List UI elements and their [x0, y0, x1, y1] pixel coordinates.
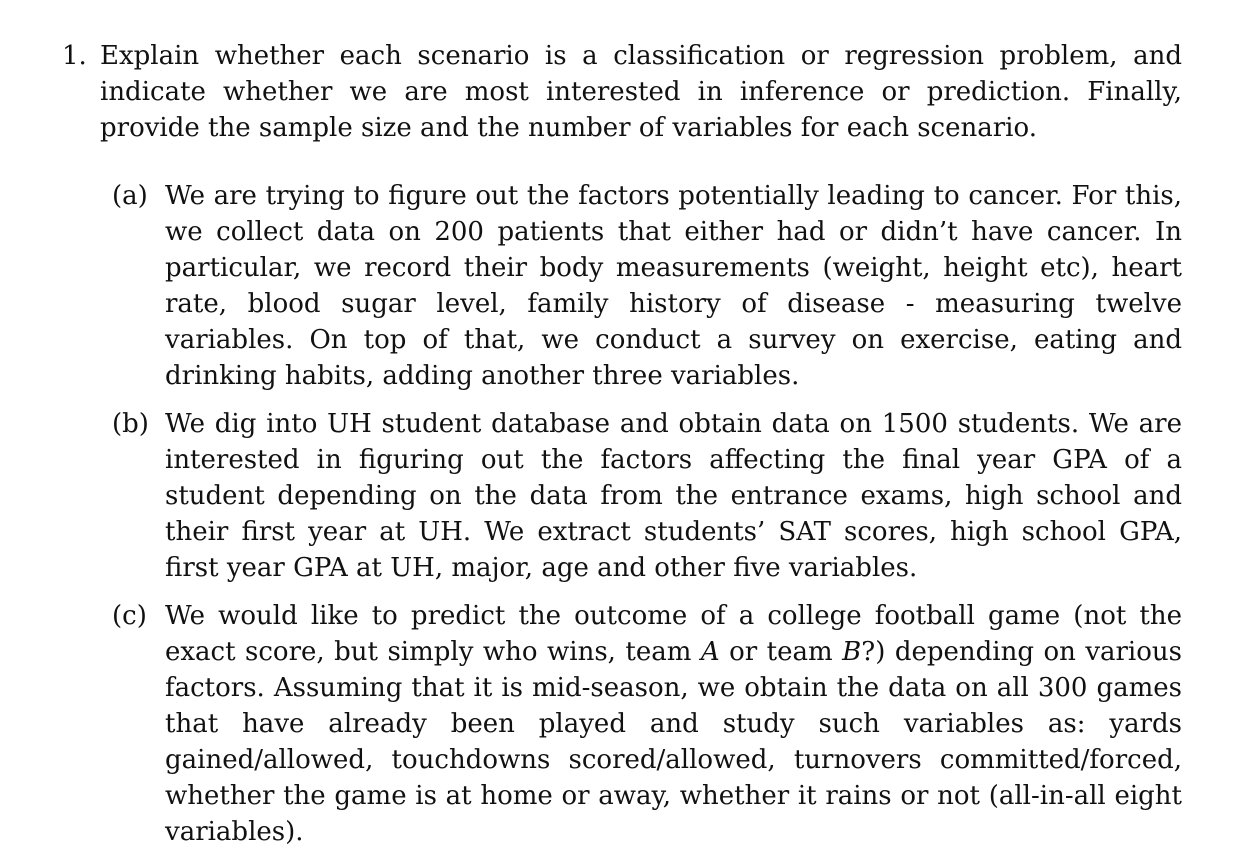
scenario-label: (b): [112, 409, 149, 439]
scenario-label: (c): [112, 601, 147, 631]
team-b-symbol: B: [842, 637, 862, 667]
scenario-text: We dig into UH student database and obtain data on 1500 students. We are interested in figuring out the factors affecting the final year GPA of a student depending on the data from the entrance exams, high school and their first year at UH. We extract students’ SAT scores, high school GPA, first year GPA at UH, major, age and other five variables.: [165, 409, 1182, 583]
scenario-text-part2: or team: [719, 637, 843, 667]
scenario-label: (a): [112, 181, 148, 211]
scenario-list: [112, 178, 1182, 862]
scenario-b: [112, 406, 1182, 586]
question-1: [62, 38, 1182, 146]
scenario-text: [165, 598, 1182, 850]
team-a-symbol: A: [700, 637, 720, 667]
scenario-a: [112, 178, 1182, 394]
question-text: Explain whether each scenario is a classification or regression problem, and indicate whether we are most interested in inference or prediction. Finally, provide the sample size and the number of variables for each scenario.: [100, 41, 1182, 143]
question-number: 1.: [62, 41, 87, 71]
scenario-text-part3: ?) depending on various factors. Assuming that it is mid-season, we obtain the data on all 300 games that have already been played and study such variables as: yards gained/allowed, touchdowns scored/allowed, turnovers committed/forced, whether the game is at home or away, whether it rains or not (all-in-all eight variables).: [165, 637, 1182, 847]
scenario-c: [112, 598, 1182, 850]
scenario-text: We are trying to figure out the factors potentially leading to cancer. For this, we collect data on 200 patients that either had or didn’t have cancer. In particular, we record their body measurements (weight, height etc), heart rate, blood sugar level, family history of disease - measuring twelve variables. On top of that, we conduct a survey on exercise, eating and drinking habits, adding another three variables.: [165, 181, 1182, 391]
scenario-text-part1: We would like to predict the outcome of a college football game (not the exact score, but simply who wins, team: [165, 601, 1182, 667]
